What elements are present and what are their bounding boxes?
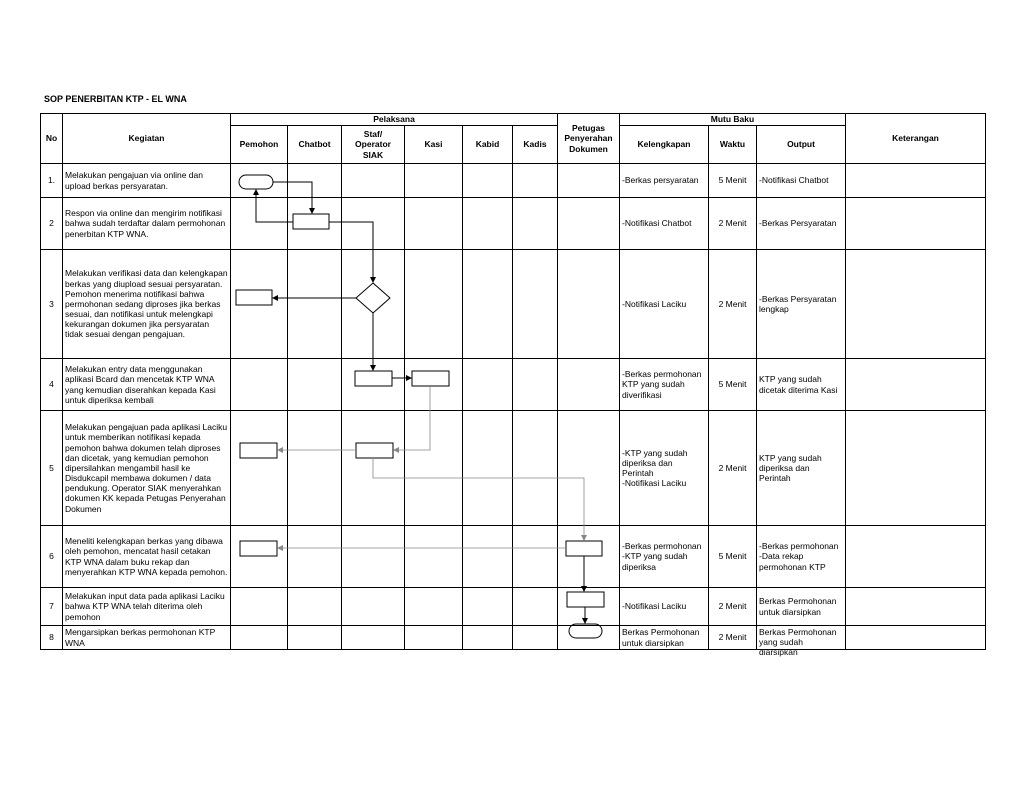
- row-output: Berkas Permohonan untuk diarsipkan: [757, 588, 846, 626]
- table-row: [41, 164, 986, 198]
- table-row: [41, 250, 986, 359]
- row-waktu: 2 Menit: [709, 250, 757, 359]
- header-petugas: Petugas Penyerahan Dokumen: [558, 114, 620, 164]
- row-kelengkapan: -Berkas permohonan -KTP yang sudah diperiksa: [620, 526, 709, 588]
- header-staf: Staf/ Operator SIAK: [342, 126, 405, 164]
- row-output-cell: [757, 626, 846, 657]
- row-no: 4: [41, 359, 63, 411]
- row-kegiatan: Melakukan entry data menggunakan aplikasi Bcard dan mencetak KTP WNA yang kemudian diserahkan kepada Kasi untuk diperiksa kembali: [63, 359, 231, 411]
- row-kelengkapan: -Berkas permohonan KTP yang sudah diverifikasi: [620, 359, 709, 411]
- header-keterangan: Keterangan: [846, 114, 986, 164]
- row-kelengkapan: -Notifikasi Chatbot: [620, 198, 709, 250]
- header-kegiatan: Kegiatan: [63, 114, 231, 164]
- row-output: -Berkas Persyaratan lengkap: [757, 250, 846, 359]
- row-kegiatan: Melakukan input data pada aplikasi Laciku bahwa KTP WNA telah diterima oleh pemohon: [63, 588, 231, 626]
- sop-table: [40, 113, 986, 657]
- row-output: KTP yang sudah diperiksa dan Perintah: [757, 411, 846, 526]
- header-waktu: Waktu: [709, 126, 757, 164]
- header-no: No: [41, 114, 63, 164]
- header-kasi: Kasi: [405, 126, 463, 164]
- row-kegiatan: Meneliti kelengkapan berkas yang dibawa oleh pemohon, mencatat hasil cetakan KTP WNA dalam buku rekap dan menyerahkan KTP WNA kepada pemohon.: [63, 526, 231, 588]
- row-kelengkapan: -Berkas persyaratan: [620, 164, 709, 198]
- header-kelengkapan: Kelengkapan: [620, 126, 709, 164]
- header-mutu-baku: Mutu Baku: [620, 114, 846, 126]
- row-kelengkapan: -KTP yang sudah diperiksa dan Perintah -Notifikasi Laciku: [620, 411, 709, 526]
- header-kabid: Kabid: [463, 126, 513, 164]
- row-no: 8: [41, 626, 63, 650]
- header-pemohon: Pemohon: [231, 126, 288, 164]
- row-no: 2: [41, 198, 63, 250]
- row-output: KTP yang sudah dicetak diterima Kasi: [757, 359, 846, 411]
- row-no: 3: [41, 250, 63, 359]
- row-no: 6: [41, 526, 63, 588]
- row-no: 5: [41, 411, 63, 526]
- row-waktu: 5 Menit: [709, 164, 757, 198]
- row-no: 7: [41, 588, 63, 626]
- table-row: [41, 411, 986, 526]
- header-row-top: [41, 114, 986, 126]
- row-kegiatan: Respon via online dan mengirim notifikasi bahwa sudah terdaftar dalam permohonan penerbitan KTP WNA.: [63, 198, 231, 250]
- row-kegiatan: Mengarsipkan berkas permohonan KTP WNA: [63, 626, 231, 650]
- header-kadis: Kadis: [513, 126, 558, 164]
- row-kegiatan: Melakukan pengajuan via online dan upload berkas persyaratan.: [63, 164, 231, 198]
- row-kelengkapan: -Notifikasi Laciku: [620, 250, 709, 359]
- table-row: [41, 626, 986, 650]
- row-output: -Berkas Persyaratan: [757, 198, 846, 250]
- row-output: -Notifikasi Chatbot: [757, 164, 846, 198]
- row-waktu: 2 Menit: [709, 411, 757, 526]
- table-row: [41, 526, 986, 588]
- row-kegiatan: Melakukan pengajuan pada aplikasi Laciku untuk memberikan notifikasi kepada pemohon bahwa dokumen telah diproses dan dicetak, yang kemudian pemohon dipersilahkan mengambil hasil ke Disdukcapil membawa dokumen / data pendukung. Operator SIAK menyerahkan dokumen KK kepada Petugas Penyerahan Dokumen: [63, 411, 231, 526]
- row-output: Berkas Permohonan yang sudah diarsipkan: [759, 626, 837, 657]
- table-row: [41, 198, 986, 250]
- row-waktu: 2 Menit: [709, 626, 757, 650]
- row-waktu: 5 Menit: [709, 526, 757, 588]
- row-output: -Berkas permohonan -Data rekap permohonan KTP: [757, 526, 846, 588]
- header-chatbot: Chatbot: [288, 126, 342, 164]
- header-pelaksana: Pelaksana: [231, 114, 558, 126]
- row-waktu: 2 Menit: [709, 588, 757, 626]
- header-output: Output: [757, 126, 846, 164]
- row-kelengkapan: Berkas Permohonan untuk diarsipkan: [620, 626, 709, 650]
- row-no: 1.: [41, 164, 63, 198]
- table-row: [41, 588, 986, 626]
- table-row: [41, 359, 986, 411]
- row-waktu: 5 Menit: [709, 359, 757, 411]
- document-title: SOP PENERBITAN KTP - EL WNA: [44, 94, 187, 104]
- row-kegiatan: Melakukan verifikasi data dan kelengkapan berkas yang diupload sesuai persyaratan. Pemohon menerima notifikasi bahwa permohonan sedang diproses jika berkas sesuai, dan notifikasi untuk melengkapi kekurangan dokumen jika persyaratan tidak sesuai dengan pengajuan.: [63, 250, 231, 359]
- row-waktu: 2 Menit: [709, 198, 757, 250]
- row-kelengkapan: -Notifikasi Laciku: [620, 588, 709, 626]
